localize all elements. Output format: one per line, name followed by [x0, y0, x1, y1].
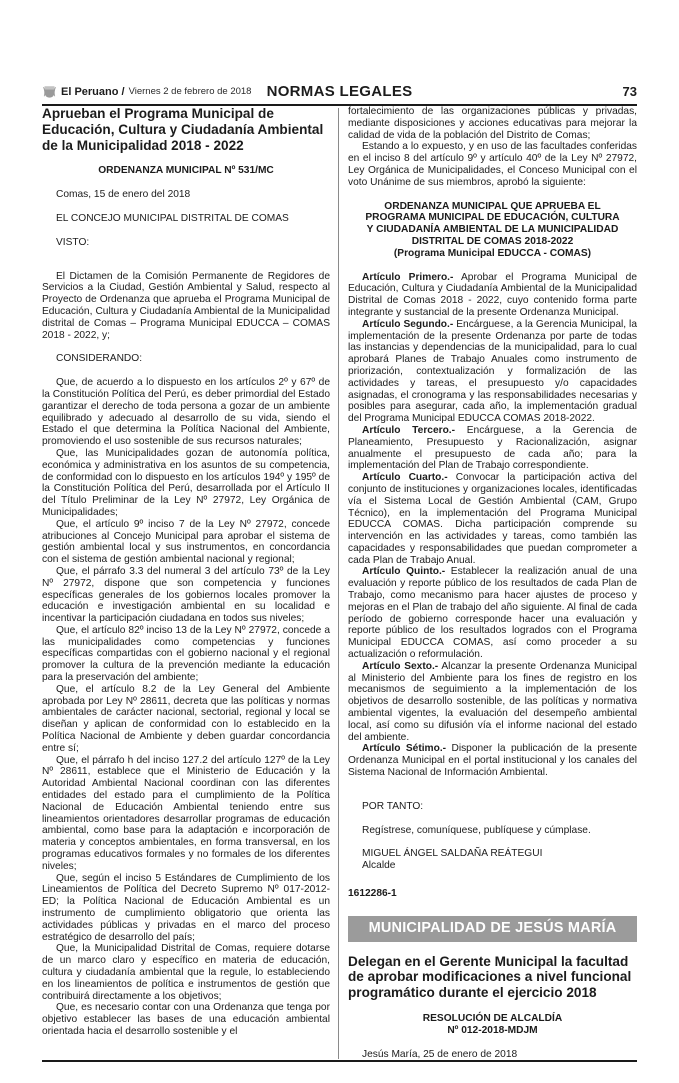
- issue-date: Viernes 2 de febrero de 2018: [128, 86, 252, 97]
- resolution-number: RESOLUCIÓN DE ALCALDÍA Nº 012-2018-MDJM: [422, 1013, 563, 1036]
- peru-coat-of-arms-icon: [42, 85, 57, 99]
- paragraph: Que, las Municipalidades gozan de autonomía política, económica y administrativa en los asuntos de su competencia, de conformidad con lo dispuesto en los artículos 194º y 195º de la Constitución Política del Perú, desarrollada por el Artículo II del Título Preliminar de la Ley Nº 27972, Ley Orgánica de Municipalidades;: [42, 447, 330, 518]
- section-title: NORMAS LEGALES: [266, 83, 413, 100]
- dateline: Jesús María, 25 de enero de 2018: [362, 1048, 518, 1060]
- page-number: 73: [622, 84, 637, 99]
- page-header: [42, 82, 637, 106]
- dateline: Comas, 15 de enero del 2018: [56, 189, 191, 201]
- article-lead: Artículo Quinto.-: [362, 566, 446, 578]
- left-column: [42, 106, 330, 1038]
- section-label: POR TANTO:: [362, 800, 424, 812]
- paragraph: Que, el párrafo h del inciso 127.2 del artículo 127º de la Ley Nº 28611, establece que el Ministerio de Educación y la Autoridad Ambiental Nacional coordinan con las diferentes entidades del estado para el cumplimiento de la Política Nacional de Educación Ambiental teniendo entre sus lineamientos orientadores desarrollar programas de educación ambiental, como base para la adaptación e incorporación de materia y conceptos ambientales, en forma transversal, en los programas educativos formales y no formales de los diferentes niveles;: [42, 754, 330, 872]
- section-label: CONSIDERANDO:: [56, 353, 143, 365]
- footer-rule: [42, 1060, 637, 1062]
- right-column: [348, 106, 637, 1060]
- article-seventh: Artículo Sétimo.- Disponer la publicación de la presente Ordenanza Municipal en el portal institucional y los canales del Sistema Nacional de Información Ambiental.: [348, 743, 638, 779]
- ordinance-title: ORDENANZA MUNICIPAL QUE APRUEBA EL PROGRAMA MUNICIPAL DE EDUCACIÓN, CULTURA Y CIUDADANÍA AMBIENTAL DE LA MUNICIPALIDAD DISTRITAL DE COMAS 2018-2022 (Programa Municipal EDUCCA - COMAS): [365, 200, 620, 259]
- article-lead: Artículo Sexto.-: [362, 660, 439, 672]
- section-label: VISTO:: [56, 236, 90, 248]
- paragraph: El Dictamen de la Comisión Permanente de Regidores de Servicios a la Ciudad, Gestión Ambiental y Salud, respecto al Proyecto de Ordenanza que aprueba el Programa Municipal de Educación, Cultura y Ciudadanía Ambiental de la Municipalidad distrital de Comas – Programa Municipal EDUCCA – COMAS 2018 - 2022, y;: [42, 270, 330, 341]
- section-banner: MUNICIPALIDAD DE JESÚS MARÍA: [348, 916, 637, 942]
- paragraph: Que, la Municipalidad Distrital de Comas, requiere dotarse de un marco claro y específico en materia de educación, cultura y ciudadanía ambiental que la regule, lo estableciendo en los lineamientos de política e instrumentos de gestión que contribuirá directamente a los objetivos;: [42, 943, 330, 1002]
- ordinance-number: ORDENANZA MUNICIPAL Nº 531/MC: [98, 165, 274, 177]
- article-lead: Artículo Tercero.-: [362, 424, 456, 436]
- column-divider: [338, 108, 339, 1059]
- brand-name: El Peruano /: [61, 85, 125, 98]
- closing-formula: Regístrese, comuníquese, publíquese y cúmplase.: [362, 824, 591, 836]
- article-sixth: Artículo Sexto.- Alcanzar la presente Ordenanza Municipal al Ministerio del Ambiente para los fines de registro en los mecanismos de seguimiento a la implementación de los objetivos de desarrollo sostenible, de las políticas y normativa ambiental vigentes, la evaluación del desempeño ambiental local, así como su difusión vía el informe nacional del estado del ambiente.: [348, 660, 637, 743]
- paragraph: Que, el artículo 8.2 de la Ley General del Ambiente aprobada por Ley Nº 28611, decreta que las políticas y normas ambientales de carácter nacional, sectorial, regional y local se diseñan y aplican de conformidad con lo establecido en la Política Nacional de Ambiente y deben guardar concordancia entre sí;: [42, 683, 330, 754]
- paragraph: Que, es necesario contar con una Ordenanza que tenga por objetivo establecer las bases de una educación ambiental orientada hacia el desarrollo sostenible y el: [42, 1002, 330, 1037]
- paragraph: Que, el párrafo 3.3 del numeral 3 del artículo 73º de la Ley Nº 27972, dispone que son competencia y funciones específicas generales de los gobiernos locales promover la educación e investigación ambiental en su localidad e incentivar la participación ciudadana en todos sus niveles;: [42, 565, 330, 625]
- article-second: Artículo Segundo.- Encárguese, a la Gerencia Municipal, la implementación de la presente Ordenanza por parte de todas las instancias y dependencias de la municipalidad, para lo cual aprobará Planes de Trabajo Anuales como instrumento de priorización, contextualización y formalización de las actividades y tareas, el presupuesto y/o capacidades asignadas, el cronograma y las responsabilidades necesarias y posibles para asegurar, cada año, la implementación gradual del Programa Municipal EDUCCA COMAS 2018-2022.: [348, 318, 637, 425]
- article-lead: Artículo Segundo.-: [362, 318, 454, 330]
- article-headline: Aprueban el Programa Municipal de Educación, Cultura y Ciudadanía Ambiental de la Municipalidad 2018 - 2022: [42, 106, 324, 153]
- paragraph: Que, el artículo 9º inciso 7 de la Ley Nº 27972, concede atribuciones al Concejo Municipal para aprobar el sistema de gestión ambiental local y sus instrumentos, en concordancia con el sistema de gestión ambiental nacional y regional;: [42, 518, 330, 566]
- article-fourth: Artículo Cuarto.- Convocar la participación activa del conjunto de instituciones y organizaciones locales, identificadas vía el Sistema Local de Gestión Ambiental (CAM, Grupo Técnico), en la implementación del Programa Municipal EDUCCA COMAS. Dicha participación comprende su intervención en las actividades y tareas, como también las capacidades y responsabilidades que puedan comprometer a cada Plan de Trabajo Anual.: [348, 472, 637, 566]
- article-third: Artículo Tercero.- Encárguese, a la Gerencia de Planeamiento, Presupuesto y Racionalización, asignar anualmente el presupuesto de cada año; para la implementación del Plan de Trabajo correspondiente.: [348, 424, 637, 472]
- paragraph: Que, de acuerdo a lo dispuesto en los artículos 2º y 67º de la Constitución Política del Perú, es deber primordial del Estado garantizar el derecho de toda persona a gozar de un ambiente equilibrado y adecuado al desarrollo de su vida, siendo el Estado el que determina la Política Nacional del Ambiente, promoviendo el uso sostenible de sus recursos naturales;: [42, 377, 330, 448]
- paragraph: Que, el artículo 82º inciso 13 de la Ley Nº 27972, concede a las municipalidades como competencias y funciones específicas compartidas con el gobierno nacional y el regional promover la cultura de la prevención mediante la educación para la preservación del ambiente;: [42, 624, 330, 684]
- signature-role: Alcalde: [362, 860, 396, 872]
- article-fifth: Artículo Quinto.- Establecer la realización anual de una evaluación y reporte público de los resultados de cada Plan de Trabajo, como mecanismo para hacer ajustes de proceso y mejoras en el Plan de trabajo del año siguiente. Al final de cada período de gobierno corresponde hacer una evaluación y reporte público de los resultados logrados con el Programa Municipal EDUCCA COMAS, así como proceder a su actualización o reformulación.: [348, 566, 638, 661]
- article-lead: Artículo Cuarto.-: [362, 472, 448, 484]
- issuing-body: EL CONCEJO MUNICIPAL DISTRITAL DE COMAS: [56, 212, 289, 224]
- paragraph: Que, según el inciso 5 Estándares de Cumplimiento de los Lineamientos de Política del Decreto Supremo Nº 017-2012-ED; la Política Nacional de Educación Ambiental es un instrumento de cumplimiento obligatorio que orienta las actividades públicas y privadas en el marco del proceso estratégico de desarrollo del país;: [42, 872, 330, 943]
- article-first: Artículo Primero.- Aprobar el Programa Municipal de Educación, Cultura y Ciudadanía Ambiental de la Municipalidad Distrital de Comas 2018 - 2022, cuyo contenido forma parte integrante y sustancial de la presente Ordenanza Municipal.: [348, 271, 637, 318]
- paragraph: fortalecimiento de las organizaciones públicas y privadas, mediante disposiciones y acciones educativas para mejorar la calidad de vida de la población del Distrito de Comas;: [348, 106, 637, 141]
- article-lead: Artículo Sétimo.-: [362, 743, 447, 755]
- masthead-left: [42, 85, 251, 99]
- article-headline: Delegan en el Gerente Municipal la facultad de aprobar modificaciones a nivel funcional programático durante el ejercicio 2018: [348, 953, 632, 1001]
- paragraph: Estando a lo expuesto, y en uso de las facultades conferidas en el inciso 8 del artículo 9º y artículo 40º de la Ley Nº 27972, Ley Orgánica de Municipalidades, el Conceso Municipal con el voto Unánime de sus miembros, aprobó la siguiente:: [348, 141, 637, 188]
- signature-name: MIGUEL ÁNGEL SALDAÑA REÁTEGUI: [362, 848, 543, 860]
- publication-code: 1612286-1: [348, 888, 397, 900]
- article-lead: Artículo Primero.-: [362, 271, 454, 283]
